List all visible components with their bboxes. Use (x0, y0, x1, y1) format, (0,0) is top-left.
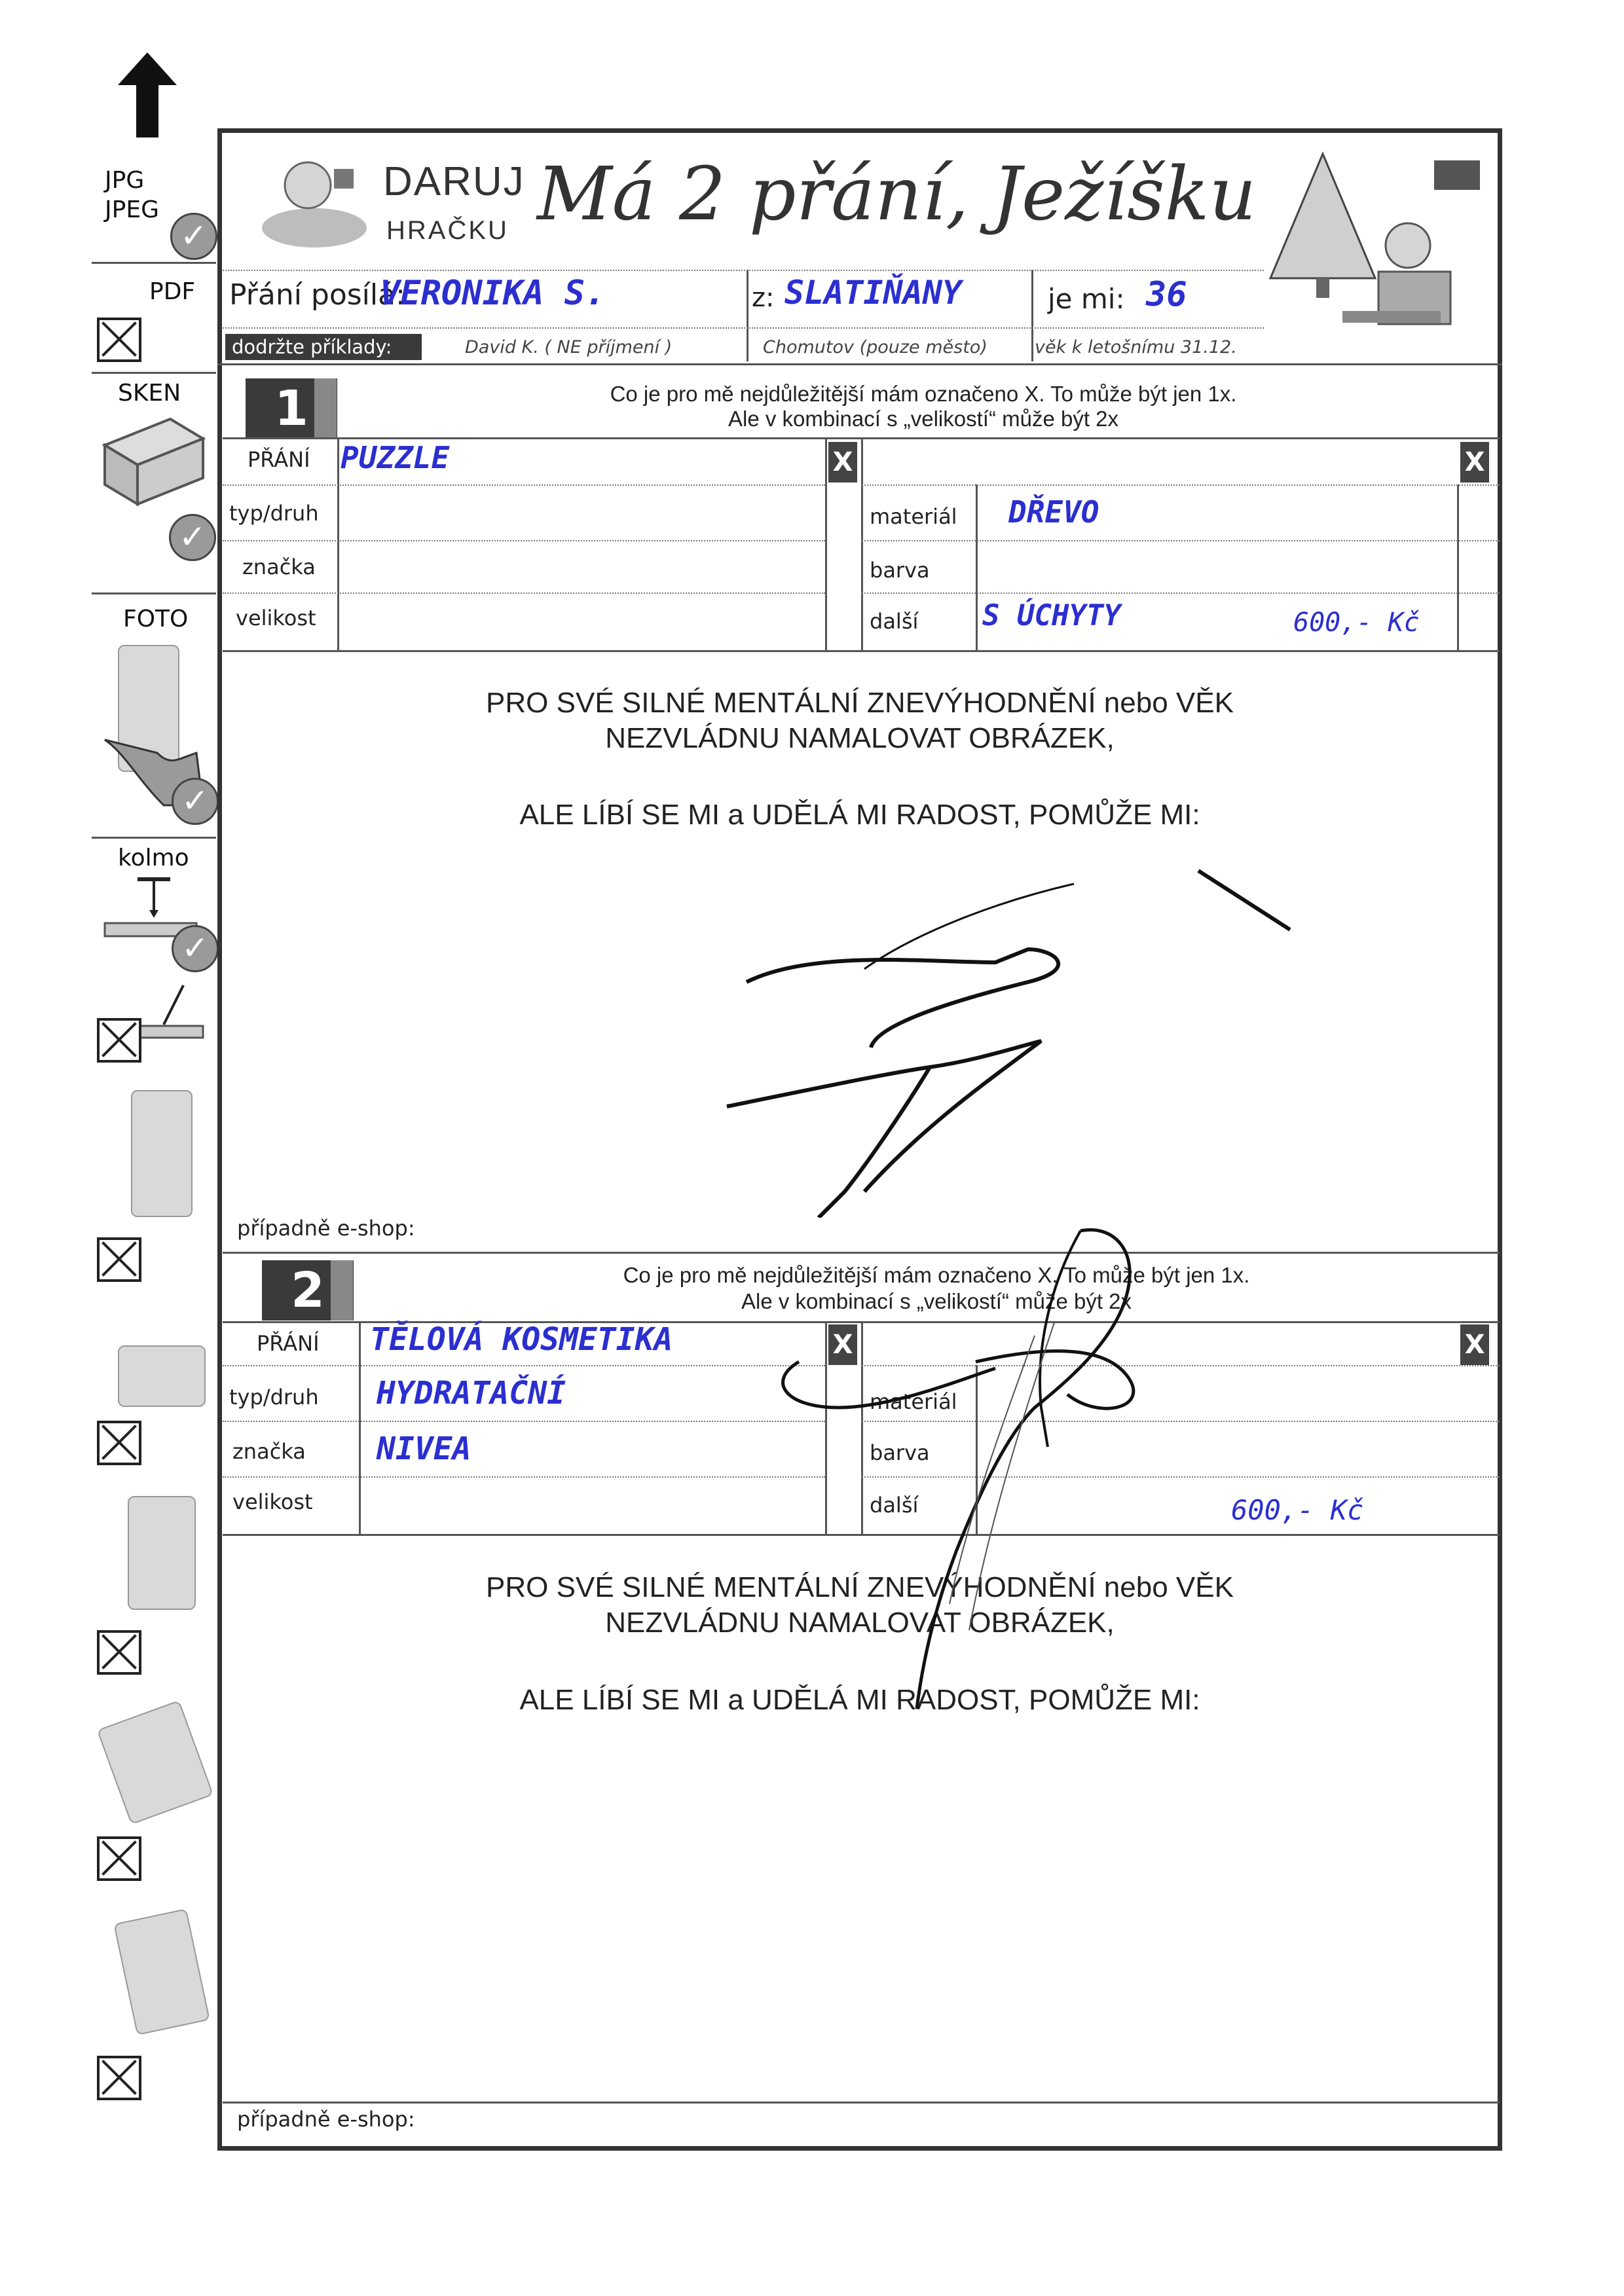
divider (223, 1365, 825, 1366)
example-age: věk k letošnímu 31.12. (1035, 337, 1237, 357)
wish-2-number: 2 (262, 1260, 354, 1321)
wish-1-label-more: další (870, 609, 919, 634)
wish-1-value-more: S ÚCHYTY (982, 599, 1121, 632)
unchecked-box-icon (97, 1421, 141, 1465)
arrow-up-icon (118, 52, 177, 137)
wish-2-number-accent (331, 1260, 353, 1321)
header-bottom-line (217, 363, 1502, 365)
wish-1-value-wish: PUZZLE (341, 440, 450, 475)
wish-1-label-size: velikost (236, 606, 316, 630)
wish-2-label-size: velikost (232, 1489, 313, 1514)
divider (861, 592, 1500, 594)
label-perpendicular: kolmo (118, 845, 189, 871)
wish-2-price: 600,- Kč (1231, 1494, 1364, 1526)
from-value: SLATIŇANY (784, 274, 962, 312)
logo-text-daruj: DARUJ (383, 159, 525, 204)
unchecked-box-icon (97, 1630, 141, 1675)
wish-1-label-brand: značka (242, 555, 316, 579)
divider (337, 437, 339, 650)
wish-2-statement-line3: ALE LÍBÍ SE MI a UDĚLÁ MI RADOST, POMŮŽE MI: (519, 1684, 1200, 1716)
phone-tilted-icon (131, 1090, 193, 1217)
wish-2-label-material: materiál (870, 1389, 957, 1414)
unchecked-box-icon (97, 318, 141, 362)
divider (861, 540, 1500, 541)
example-town: Chomutov (pouze město) (763, 337, 987, 357)
age-value: 36 (1146, 275, 1187, 314)
divider (223, 1476, 825, 1478)
label-scan: SKEN (118, 380, 181, 407)
format-pdf: PDF (149, 278, 196, 305)
wish-1-label-type: typ/druh (229, 501, 319, 526)
divider (1031, 270, 1033, 361)
phone-hand-icon (128, 1496, 196, 1610)
wish-1-statement-line2: NEZVLÁDNU NAMALOVAT OBRÁZEK, (605, 722, 1115, 754)
header-divider (223, 270, 1264, 271)
format-jpeg: JPEG (105, 196, 159, 223)
wish-1-label-wish: PŘÁNÍ (248, 447, 310, 472)
age-label: je mi: (1048, 283, 1125, 315)
divider (825, 437, 827, 650)
wish-2-value-type: HYDRATAČNÍ (377, 1375, 566, 1412)
divider (92, 372, 216, 374)
from-label: z: (752, 283, 775, 313)
wish-1-price: 600,- Kč (1293, 608, 1420, 638)
wish-1-number: 1 (246, 378, 337, 439)
wish-2-label-brand: značka (232, 1439, 306, 1464)
check-icon: ✓ (170, 213, 217, 260)
divider (861, 437, 863, 650)
wish-2-statement-line1: PRO SVÉ SILNÉ MENTÁLNÍ ZNEVÝHODNĚNÍ nebo VĚK (486, 1571, 1234, 1603)
check-icon: ✓ (172, 925, 219, 972)
example-name: David K. ( NE příjmení ) (465, 337, 673, 357)
wish-1-value-material: DŘEVO (1008, 494, 1099, 530)
wish-2-eshop-label: případně e-shop: (237, 2107, 415, 2132)
divider (223, 540, 825, 541)
wish-2-label-type: typ/druh (229, 1385, 319, 1410)
divider (223, 592, 825, 594)
wish-1-label-material: materiál (870, 504, 957, 529)
phone-hand-2-icon (113, 1908, 210, 2035)
examples-label: dodržte příklady: (225, 334, 422, 360)
divider (223, 2102, 1500, 2104)
divider (976, 484, 978, 650)
wish-2-notice-line2: Ale v kombinací s „velikostí“ může být 2x (741, 1289, 1132, 1313)
wish-2-value-wish: TĚLOVÁ KOSMETIKA (370, 1321, 673, 1358)
santa-logo-icon (255, 149, 373, 254)
wish-2-label-wish: PŘÁNÍ (257, 1331, 320, 1356)
wish-1-statement-line3: ALE LÍBÍ SE MI a UDĚLÁ MI RADOST, POMŮŽE MI: (519, 799, 1200, 831)
divider (92, 837, 216, 839)
unchecked-box-icon (97, 1237, 141, 1282)
wish-1-statement-line1: PRO SVÉ SILNÉ MENTÁLNÍ ZNEVÝHODNĚNÍ nebo VĚK (486, 687, 1234, 719)
wish-1-x-left[interactable]: X (828, 442, 857, 483)
wish-1-number-accent (314, 378, 337, 439)
wish-2-x-right[interactable]: X (1460, 1324, 1489, 1365)
wish-1-x-right[interactable]: X (1460, 442, 1489, 483)
check-icon: ✓ (172, 778, 219, 825)
divider (92, 592, 216, 594)
wish-1-eshop-label: případně e-shop: (237, 1216, 415, 1241)
wish-2-notice-line1: Co je pro mě nejdůležitější mám označeno X. To může být jen 1x. (623, 1263, 1250, 1287)
unchecked-box-icon (97, 2056, 141, 2100)
wish-1-notice-line2: Ale v kombinací s „velikostí“ může být 2x (728, 407, 1119, 431)
wish-1-signature (714, 851, 1342, 1218)
divider (92, 262, 216, 264)
divider (1457, 484, 1459, 650)
phone-rotated-icon (97, 1700, 214, 1825)
format-jpg: JPG (105, 167, 145, 194)
divider (747, 270, 748, 361)
page-title: Má 2 přání, Ježíšku (537, 152, 1257, 237)
sender-label: Přání posílá: (229, 278, 405, 312)
divider (861, 484, 1500, 486)
wish-2-x-left[interactable]: X (828, 1324, 857, 1365)
divider (223, 650, 1500, 652)
header-divider (223, 327, 1264, 329)
wish-2-label-color: barva (870, 1440, 930, 1465)
wish-1-label-color: barva (870, 558, 930, 583)
wish-2-signature (760, 1211, 1166, 1735)
christmas-scene-icon (1264, 147, 1486, 363)
wish-2-statement-line2: NEZVLÁDNU NAMALOVAT OBRÁZEK, (605, 1607, 1115, 1639)
check-icon: ✓ (169, 514, 216, 561)
divider (223, 484, 825, 486)
unchecked-box-icon (97, 1018, 141, 1063)
scanner-icon (98, 412, 210, 511)
label-photo: FOTO (123, 606, 189, 632)
logo-text-hracku: HRAČKU (386, 216, 509, 245)
phone-landscape-icon (118, 1345, 206, 1407)
divider (223, 1421, 825, 1422)
wish-2-value-brand: NIVEA (377, 1430, 471, 1467)
wish-1-notice-line1: Co je pro mě nejdůležitější mám označeno X. To může být jen 1x. (610, 382, 1237, 406)
divider (359, 1321, 361, 1534)
wish-2-label-more: další (870, 1493, 919, 1518)
unchecked-box-icon (97, 1836, 141, 1881)
sender-value: VERONIKA S. (380, 274, 606, 313)
